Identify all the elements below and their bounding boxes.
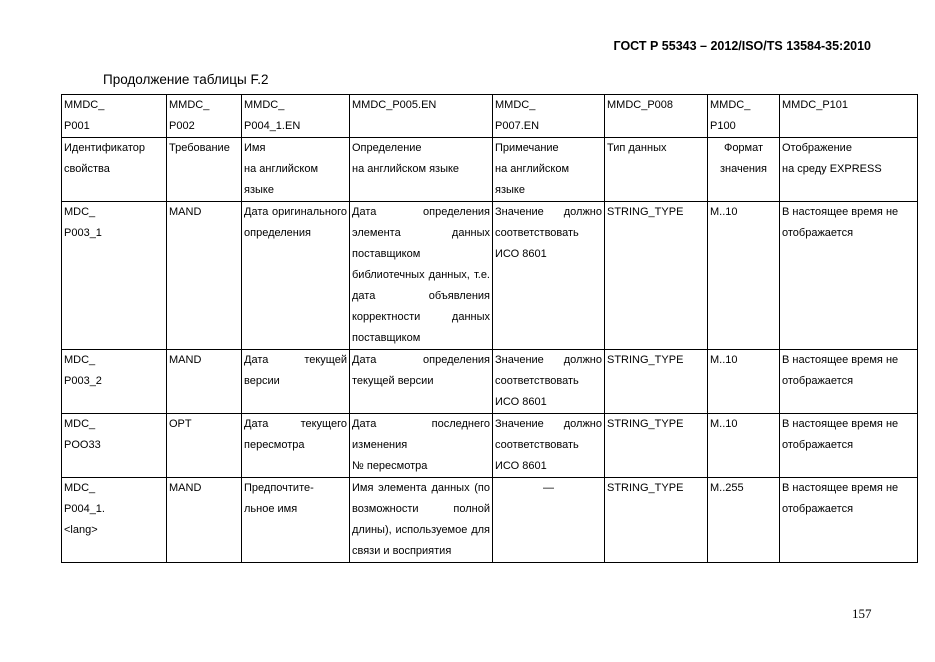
cell-name: Дата текущей версии bbox=[242, 350, 350, 414]
cell-data-type: STRING_TYPE bbox=[605, 478, 708, 563]
cell-express: В настоящее время не отображается bbox=[780, 202, 918, 350]
cell-express: В настоящее время не отображается bbox=[780, 350, 918, 414]
cell-id: MDC_ P003_2 bbox=[62, 350, 167, 414]
code-cell-p005: MMDC_P005.EN bbox=[350, 95, 493, 138]
cell-definition: Дата определения текущей версии bbox=[350, 350, 493, 414]
document-header-standard: ГОСТ Р 55343 – 2012/ISO/TS 13584-35:2010 bbox=[613, 39, 871, 53]
cell-requirement: MAND bbox=[167, 478, 242, 563]
code-cell-p008: MMDC_P008 bbox=[605, 95, 708, 138]
code-cell-p007: MMDC_ P007.EN bbox=[493, 95, 605, 138]
cell-format: M..10 bbox=[708, 414, 780, 478]
name-cell-note-en: Примечание на английском языке bbox=[493, 138, 605, 202]
cell-definition: Имя элемента данных (по возможности полной длины), используемое для связи и восприятия bbox=[350, 478, 493, 563]
cell-data-type: STRING_TYPE bbox=[605, 202, 708, 350]
cell-id: MDC_ P004_1. <lang> bbox=[62, 478, 167, 563]
table-row bbox=[62, 202, 918, 350]
cell-requirement: MAND bbox=[167, 350, 242, 414]
table-row bbox=[62, 414, 918, 478]
table-row bbox=[62, 350, 918, 414]
cell-name: Дата текущего пересмотра bbox=[242, 414, 350, 478]
code-cell-p002: MMDC_ P002 bbox=[167, 95, 242, 138]
properties-table bbox=[61, 94, 918, 563]
cell-requirement: OPT bbox=[167, 414, 242, 478]
cell-name: Дата оригинального определения bbox=[242, 202, 350, 350]
cell-format: M..255 bbox=[708, 478, 780, 563]
name-cell-identifier: Идентификатор свойства bbox=[62, 138, 167, 202]
code-cell-p001: MMDC_ P001 bbox=[62, 95, 167, 138]
cell-id: MDC_ P003_1 bbox=[62, 202, 167, 350]
cell-note: Значение должно соответствовать ИСО 8601 bbox=[493, 414, 605, 478]
name-cell-definition-en: Определение на английском языке bbox=[350, 138, 493, 202]
cell-note: Значение должно соответствовать ИСО 8601 bbox=[493, 202, 605, 350]
name-cell-value-format: Формат значения bbox=[708, 138, 780, 202]
name-cell-name-en: Имя на английском языке bbox=[242, 138, 350, 202]
name-cell-express-mapping: Отображение на среду EXPRESS bbox=[780, 138, 918, 202]
table-row bbox=[62, 478, 918, 563]
cell-definition: Дата определения элемента данных поставщиком библиотечных данных, т.е. дата объявления корректности данных поставщиком bbox=[350, 202, 493, 350]
table-caption: Продолжение таблицы F.2 bbox=[103, 72, 269, 87]
cell-data-type: STRING_TYPE bbox=[605, 414, 708, 478]
cell-note: Значение должно соответствовать ИСО 8601 bbox=[493, 350, 605, 414]
cell-express: В настоящее время не отображается bbox=[780, 478, 918, 563]
cell-note: — bbox=[493, 478, 605, 563]
cell-requirement: MAND bbox=[167, 202, 242, 350]
table-code-row bbox=[62, 95, 918, 138]
cell-name: Предпочтите- льное имя bbox=[242, 478, 350, 563]
code-cell-p100: MMDC_ P100 bbox=[708, 95, 780, 138]
name-cell-requirement: Требование bbox=[167, 138, 242, 202]
code-cell-p101: MMDC_P101 bbox=[780, 95, 918, 138]
code-cell-p004: MMDC_ P004_1.EN bbox=[242, 95, 350, 138]
name-cell-data-type: Тип данных bbox=[605, 138, 708, 202]
page-number: 157 bbox=[852, 606, 872, 621]
cell-format: M..10 bbox=[708, 350, 780, 414]
cell-definition: Дата последнего изменения № пересмотра bbox=[350, 414, 493, 478]
table-name-row bbox=[62, 138, 918, 202]
cell-id: MDC_ POO33 bbox=[62, 414, 167, 478]
cell-express: В настоящее время не отображается bbox=[780, 414, 918, 478]
cell-data-type: STRING_TYPE bbox=[605, 350, 708, 414]
cell-format: M..10 bbox=[708, 202, 780, 350]
